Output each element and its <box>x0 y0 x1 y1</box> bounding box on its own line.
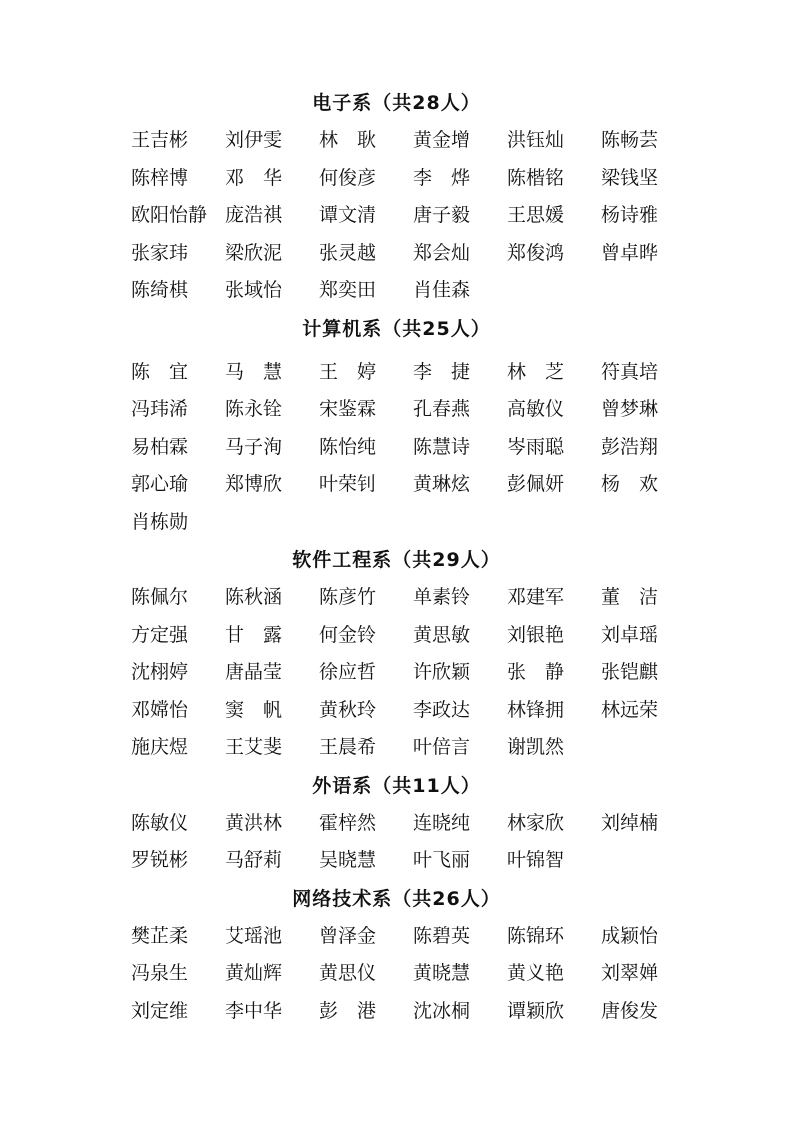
student-name: 张家玮 <box>131 241 189 264</box>
student-name: 陈楷铭 <box>507 166 565 189</box>
student-name: 方定强 <box>131 623 189 646</box>
student-name: 黄金增 <box>413 129 471 151</box>
student-name: 马子洵 <box>225 435 283 458</box>
section-title: 计算机系（共25人） <box>302 317 491 340</box>
student-name: 彭 港 <box>319 999 377 1022</box>
student-name: 何俊彦 <box>319 166 377 189</box>
student-name: 刘卓瑶 <box>601 623 659 646</box>
student-name: 黄洪林 <box>225 811 283 834</box>
student-name: 唐晶莹 <box>225 661 283 683</box>
student-name: 谢凯然 <box>507 736 565 758</box>
section-title: 网络技术系（共26人） <box>292 887 501 910</box>
student-name: 叶锦智 <box>507 849 565 871</box>
student-name: 成颖怡 <box>601 924 659 947</box>
student-name: 高敏仪 <box>507 398 565 420</box>
student-name: 罗锐彬 <box>131 849 189 871</box>
student-name: 符真培 <box>601 360 659 383</box>
student-name: 马 慧 <box>225 360 283 383</box>
section-software-engineering <box>0 541 793 767</box>
student-name: 曾泽金 <box>319 924 377 947</box>
student-name: 黄思敏 <box>413 623 471 646</box>
name-grid <box>131 579 793 767</box>
section-title: 外语系（共11人） <box>312 774 481 797</box>
student-name: 王吉彬 <box>131 129 189 151</box>
student-name: 谭文清 <box>319 204 377 226</box>
student-name: 叶飞丽 <box>413 849 471 871</box>
section-network-technology <box>0 880 793 1031</box>
student-name: 庞浩祺 <box>225 204 283 226</box>
student-name: 叶倍言 <box>413 736 471 758</box>
student-name: 何金铃 <box>319 623 377 646</box>
student-name: 连晓纯 <box>413 811 471 834</box>
student-name: 黄灿辉 <box>225 962 283 984</box>
student-name: 洪钰灿 <box>507 129 565 151</box>
student-name: 艾瑶池 <box>225 924 283 947</box>
student-name: 彭浩翔 <box>601 435 659 458</box>
student-name: 孔春燕 <box>413 398 471 420</box>
section-electronics <box>0 84 793 310</box>
student-name: 陈绮棋 <box>131 279 189 301</box>
student-name: 窦 帆 <box>225 698 283 721</box>
student-name: 郭心瑜 <box>131 473 189 495</box>
student-name: 吴晓慧 <box>319 849 377 871</box>
student-name: 宋鉴霖 <box>319 398 377 420</box>
student-name: 陈碧英 <box>413 924 471 947</box>
student-name: 林 芝 <box>507 360 565 383</box>
student-name: 陈永铨 <box>225 398 283 420</box>
student-name: 黄思仪 <box>319 962 377 984</box>
student-name: 林 耿 <box>319 129 377 151</box>
student-name: 王思媛 <box>507 204 565 226</box>
student-name: 梁钱坚 <box>601 166 659 189</box>
student-name: 陈怡纯 <box>319 435 377 458</box>
student-name: 肖佳森 <box>413 279 471 301</box>
student-name: 李中华 <box>225 999 283 1022</box>
student-name: 刘定维 <box>131 999 189 1022</box>
student-name: 唐子毅 <box>413 204 471 226</box>
student-name: 杨诗雅 <box>601 204 659 226</box>
name-grid <box>131 122 793 310</box>
student-name: 黄琳炫 <box>413 473 471 495</box>
student-name: 杨 欢 <box>601 473 659 495</box>
student-name: 黄秋玲 <box>319 698 377 721</box>
section-foreign-languages <box>0 767 793 880</box>
student-name: 陈彦竹 <box>319 586 377 608</box>
student-name: 林家欣 <box>507 811 565 834</box>
student-name: 陈畅芸 <box>601 129 659 151</box>
student-name: 沈栩婷 <box>131 661 189 683</box>
student-name: 易柏霖 <box>131 435 189 458</box>
student-name: 陈秋涵 <box>225 586 283 608</box>
student-name: 彭佩妍 <box>507 473 565 495</box>
student-name: 徐应哲 <box>319 661 377 683</box>
name-grid <box>131 805 793 880</box>
student-name: 王晨希 <box>319 736 377 758</box>
section-title: 软件工程系（共29人） <box>292 549 501 571</box>
student-name: 张 静 <box>507 661 565 683</box>
student-name: 曾梦琳 <box>601 398 659 420</box>
student-name: 欧阳怡静 <box>131 204 208 226</box>
student-name: 李 烨 <box>413 166 471 189</box>
student-name: 刘银艳 <box>507 623 565 646</box>
student-name: 曾卓晔 <box>601 241 659 264</box>
student-name: 郑博欣 <box>225 473 283 495</box>
document-page <box>0 84 793 1030</box>
student-name: 刘伊雯 <box>225 129 283 151</box>
student-name: 施庆煜 <box>131 736 189 758</box>
student-name: 樊芷柔 <box>131 924 189 947</box>
student-name: 陈梓博 <box>131 166 189 189</box>
student-name: 许欣颖 <box>413 661 471 683</box>
student-name: 肖栋勋 <box>131 510 189 533</box>
student-name: 陈佩尔 <box>131 586 189 608</box>
student-name: 邓建军 <box>507 586 565 608</box>
student-name: 陈锦环 <box>507 924 565 947</box>
student-name: 李 捷 <box>413 360 471 383</box>
name-grid <box>131 354 793 542</box>
student-name: 刘翠婵 <box>601 962 659 984</box>
student-name: 董 洁 <box>601 586 659 608</box>
student-name: 陈 宜 <box>131 360 189 383</box>
student-name: 黄义艳 <box>507 962 565 984</box>
student-name: 郑会灿 <box>413 241 471 264</box>
student-name: 张域怡 <box>225 279 283 301</box>
student-name: 沈冰桐 <box>413 999 471 1022</box>
student-name: 李政达 <box>413 698 471 721</box>
name-grid <box>131 918 793 1031</box>
student-name: 陈敏仪 <box>131 811 189 834</box>
student-name: 邓 华 <box>225 166 283 189</box>
student-name: 林远荣 <box>601 698 659 721</box>
student-name: 林锋拥 <box>507 698 565 721</box>
student-name: 单素铃 <box>413 586 471 608</box>
student-name: 王 婷 <box>319 360 377 383</box>
student-name: 梁欣泥 <box>225 241 283 264</box>
student-name: 冯玮浠 <box>131 398 189 420</box>
student-name: 叶荣钊 <box>319 473 377 495</box>
student-name: 岑雨聪 <box>507 435 565 458</box>
student-name: 霍梓然 <box>319 811 377 834</box>
student-name: 甘 露 <box>225 623 283 646</box>
student-name: 唐俊发 <box>601 999 659 1022</box>
student-name: 王艾斐 <box>225 736 283 758</box>
student-name: 刘绰楠 <box>601 811 659 834</box>
student-name: 张铠麒 <box>601 661 659 683</box>
section-title: 电子系（共28人） <box>312 92 481 114</box>
student-name: 邓嫦怡 <box>131 698 189 721</box>
section-computer <box>0 310 793 542</box>
student-name: 郑俊鸿 <box>507 241 565 264</box>
student-name: 郑奕田 <box>319 279 377 301</box>
student-name: 陈慧诗 <box>413 435 471 458</box>
student-name: 马舒莉 <box>225 849 283 871</box>
student-name: 冯泉生 <box>131 962 189 984</box>
student-name: 谭颖欣 <box>507 999 565 1022</box>
student-name: 张灵越 <box>319 241 377 264</box>
student-name: 黄晓慧 <box>413 962 471 984</box>
